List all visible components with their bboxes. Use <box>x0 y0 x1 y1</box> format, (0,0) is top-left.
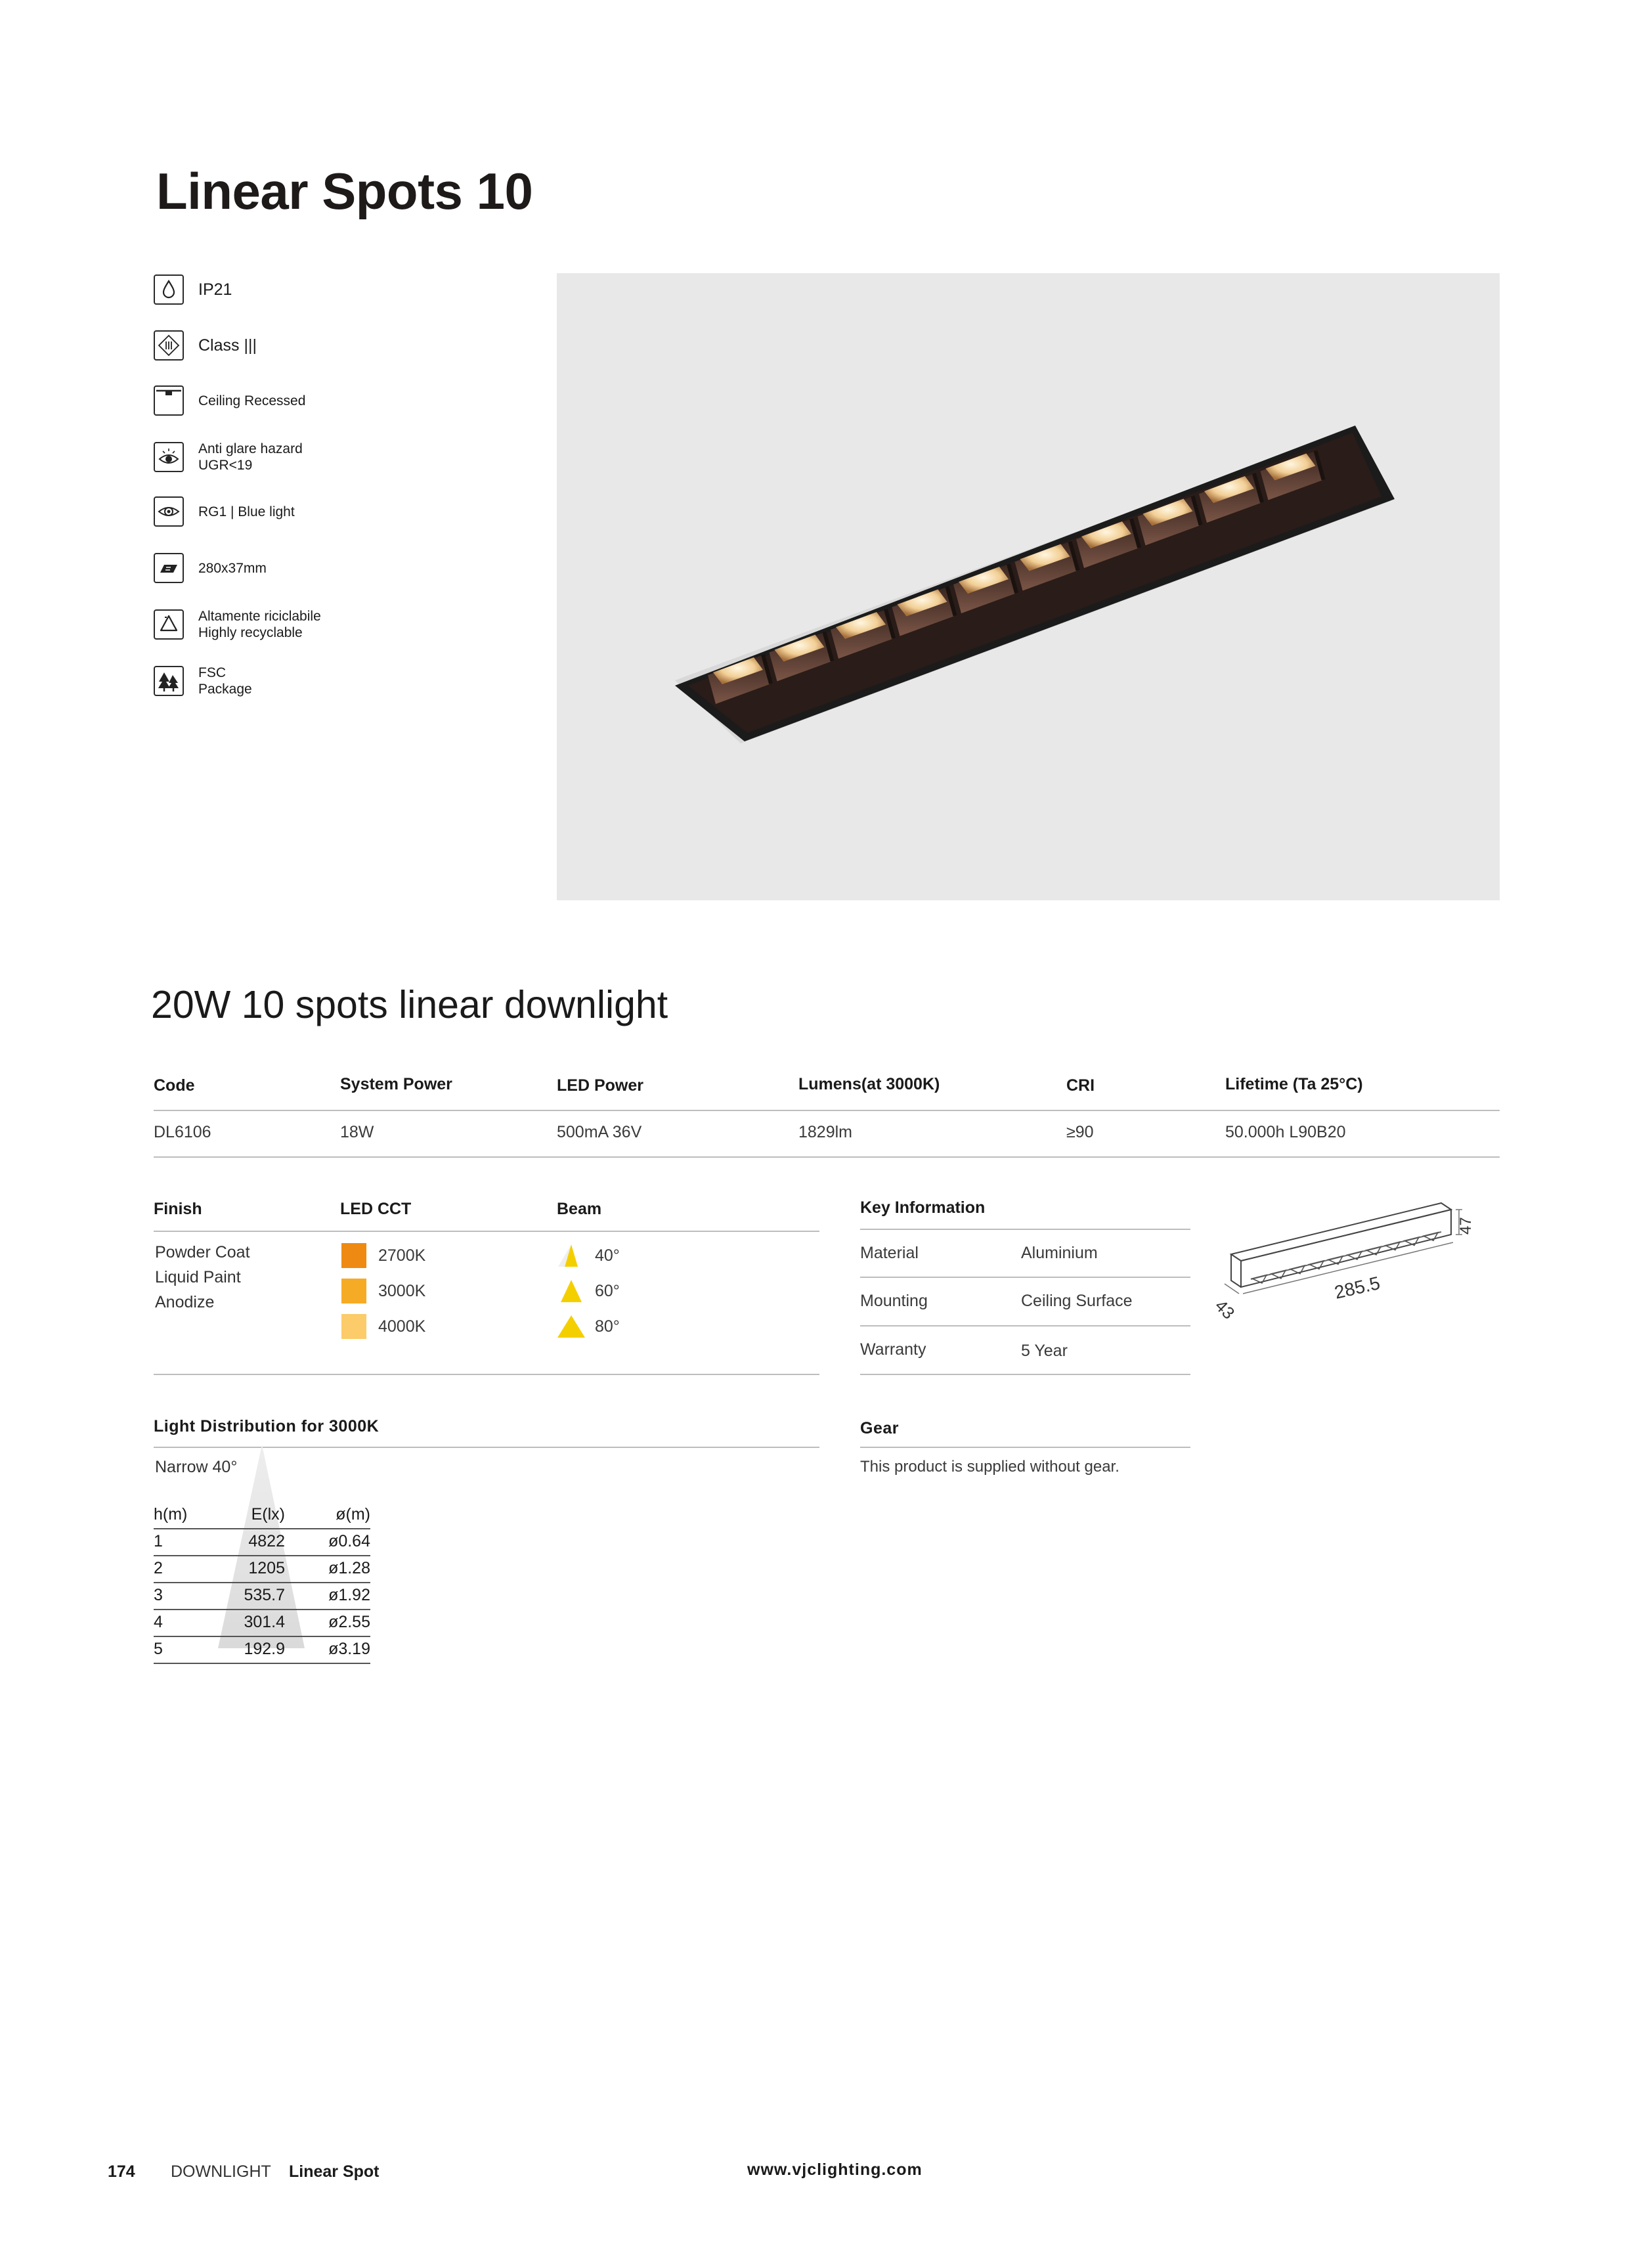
row-diameter: ø1.92 <box>328 1586 370 1604</box>
distribution-header: Light Distribution for 3000K <box>154 1417 380 1435</box>
gear-text: This product is supplied without gear. <box>860 1458 1119 1476</box>
beam-40-icon <box>557 1243 586 1268</box>
feature-ip21 <box>154 274 232 305</box>
key-info-divider <box>860 1277 1190 1278</box>
key-info-divider <box>860 1229 1190 1230</box>
beam-item <box>557 1279 688 1304</box>
water-drop-icon <box>154 274 184 305</box>
spec-system-power: 18W <box>340 1123 374 1141</box>
feature-label: Ceiling Recessed <box>198 393 306 408</box>
feature-label: RG1 | Blue light <box>198 504 295 519</box>
feature-label: 280x37mm <box>198 560 267 576</box>
spec-led-power: 500mA 36V <box>557 1123 642 1141</box>
beam-60-icon <box>557 1279 586 1304</box>
dimension-width: 43 <box>1211 1296 1239 1323</box>
key-info-label: Warranty <box>860 1340 926 1359</box>
feature-dimension <box>154 553 267 583</box>
class-three-icon <box>154 330 184 361</box>
key-info-value: 5 Year <box>1021 1342 1068 1360</box>
spec-cri: ≥90 <box>1066 1123 1094 1141</box>
row-illuminance: 192.9 <box>244 1640 285 1658</box>
cct-label: 4000K <box>378 1317 426 1336</box>
feature-line: Altamente riciclabile <box>198 609 321 624</box>
row-height: 3 <box>154 1586 163 1604</box>
spec-header-code: Code <box>154 1076 195 1095</box>
page-number: 174 <box>108 2162 135 2181</box>
ceiling-recessed-icon <box>154 385 184 416</box>
cct-swatch-4000k <box>341 1314 366 1339</box>
spec-divider <box>154 1110 1500 1111</box>
fsc-tree-icon <box>154 666 184 696</box>
spec-header-system-power: System Power <box>340 1075 452 1093</box>
feature-label <box>198 608 321 641</box>
table-row <box>154 1528 370 1556</box>
key-info-divider <box>860 1325 1190 1326</box>
beam-label: 40° <box>595 1246 620 1265</box>
recycle-icon <box>154 609 184 640</box>
table-row <box>154 1609 370 1637</box>
beam-label: 80° <box>595 1317 620 1336</box>
options-divider <box>154 1374 819 1375</box>
col-diameter: ø(m) <box>336 1505 370 1523</box>
col-height: h(m) <box>154 1505 188 1523</box>
key-info-value: Ceiling Surface <box>1021 1292 1133 1310</box>
beam-80-icon <box>557 1314 586 1339</box>
row-illuminance: 301.4 <box>244 1613 285 1631</box>
row-illuminance: 4822 <box>248 1532 285 1550</box>
feature-mounting <box>154 385 305 416</box>
row-diameter: ø1.28 <box>328 1559 370 1577</box>
distribution-header-row <box>154 1501 370 1529</box>
spec-header-led-power: LED Power <box>557 1076 643 1095</box>
gear-header: Gear <box>860 1419 899 1437</box>
row-diameter: ø2.55 <box>328 1613 370 1631</box>
beam-item <box>557 1243 688 1268</box>
beam-label: 60° <box>595 1281 620 1300</box>
cct-item <box>341 1279 473 1304</box>
table-row <box>154 1636 370 1664</box>
finish-item: Powder Coat <box>155 1243 250 1261</box>
spec-code: DL6106 <box>154 1123 211 1141</box>
feature-line: FSC <box>198 665 226 680</box>
eye-icon <box>154 496 184 527</box>
beam-item <box>557 1314 688 1339</box>
finish-item: Liquid Paint <box>155 1268 241 1286</box>
feature-anti-glare <box>154 441 303 473</box>
beam-header: Beam <box>557 1200 602 1218</box>
linear-downlight-illustration <box>557 273 1500 900</box>
feature-line: Anti glare hazard <box>198 441 303 456</box>
cct-swatch-2700k <box>341 1243 366 1268</box>
dimension-icon <box>154 553 184 583</box>
distribution-beam-label: Narrow 40° <box>155 1458 238 1476</box>
dimension-length: 285.5 <box>1332 1272 1382 1303</box>
spec-header-lumens: Lumens(at 3000K) <box>798 1075 940 1093</box>
dimension-height: 47 <box>1457 1217 1475 1235</box>
spec-lumens: 1829lm <box>798 1123 852 1141</box>
table-row <box>154 1555 370 1583</box>
options-divider <box>154 1231 819 1232</box>
footer-product: Linear Spot <box>289 2162 380 2181</box>
gear-divider <box>860 1447 1190 1448</box>
page-title: Linear Spots 10 <box>156 162 533 220</box>
spec-header-lifetime: Lifetime (Ta 25°C) <box>1225 1075 1363 1093</box>
row-height: 2 <box>154 1559 163 1577</box>
row-height: 1 <box>154 1532 163 1550</box>
cct-label: 2700K <box>378 1246 426 1265</box>
spec-lifetime: 50.000h L90B20 <box>1225 1123 1346 1141</box>
row-illuminance: 1205 <box>248 1559 285 1577</box>
dimension-drawing <box>1211 1195 1494 1326</box>
feature-line: Highly recyclable <box>198 625 303 640</box>
spec-divider <box>154 1156 1500 1158</box>
key-info-header: Key Information <box>860 1198 986 1217</box>
col-illuminance: E(lx) <box>251 1505 285 1523</box>
feature-label <box>198 441 303 473</box>
cct-header: LED CCT <box>340 1200 412 1218</box>
row-diameter: ø3.19 <box>328 1640 370 1658</box>
cct-item <box>341 1314 473 1339</box>
key-info-divider <box>860 1374 1190 1375</box>
footer-url[interactable]: www.vjclighting.com <box>747 2160 923 2179</box>
product-subtitle: 20W 10 spots linear downlight <box>151 983 668 1026</box>
product-photo <box>557 273 1500 900</box>
key-info-label: Material <box>860 1244 919 1262</box>
cct-label: 3000K <box>378 1281 426 1300</box>
feature-blue-light <box>154 496 295 527</box>
feature-label <box>198 665 252 697</box>
cct-swatch-3000k <box>341 1279 366 1304</box>
finish-item: Anodize <box>155 1293 215 1311</box>
footer-section: DOWNLIGHT <box>171 2162 271 2181</box>
cct-item <box>341 1243 473 1268</box>
table-row <box>154 1582 370 1610</box>
key-info-value: Aluminium <box>1021 1244 1098 1262</box>
row-height: 4 <box>154 1613 163 1631</box>
feature-line: UGR<19 <box>198 458 253 473</box>
row-diameter: ø0.64 <box>328 1532 370 1550</box>
finish-header: Finish <box>154 1200 202 1218</box>
feature-label: Class ||| <box>198 336 257 355</box>
anti-glare-icon <box>154 442 184 472</box>
key-info-label: Mounting <box>860 1292 928 1310</box>
row-height: 5 <box>154 1640 163 1658</box>
feature-line: Package <box>198 682 252 697</box>
feature-class <box>154 330 257 361</box>
feature-label: IP21 <box>198 280 232 299</box>
row-illuminance: 535.7 <box>244 1586 285 1604</box>
spec-header-cri: CRI <box>1066 1076 1095 1095</box>
feature-fsc <box>154 665 252 697</box>
feature-recycle <box>154 608 321 641</box>
finish-list <box>155 1240 250 1315</box>
